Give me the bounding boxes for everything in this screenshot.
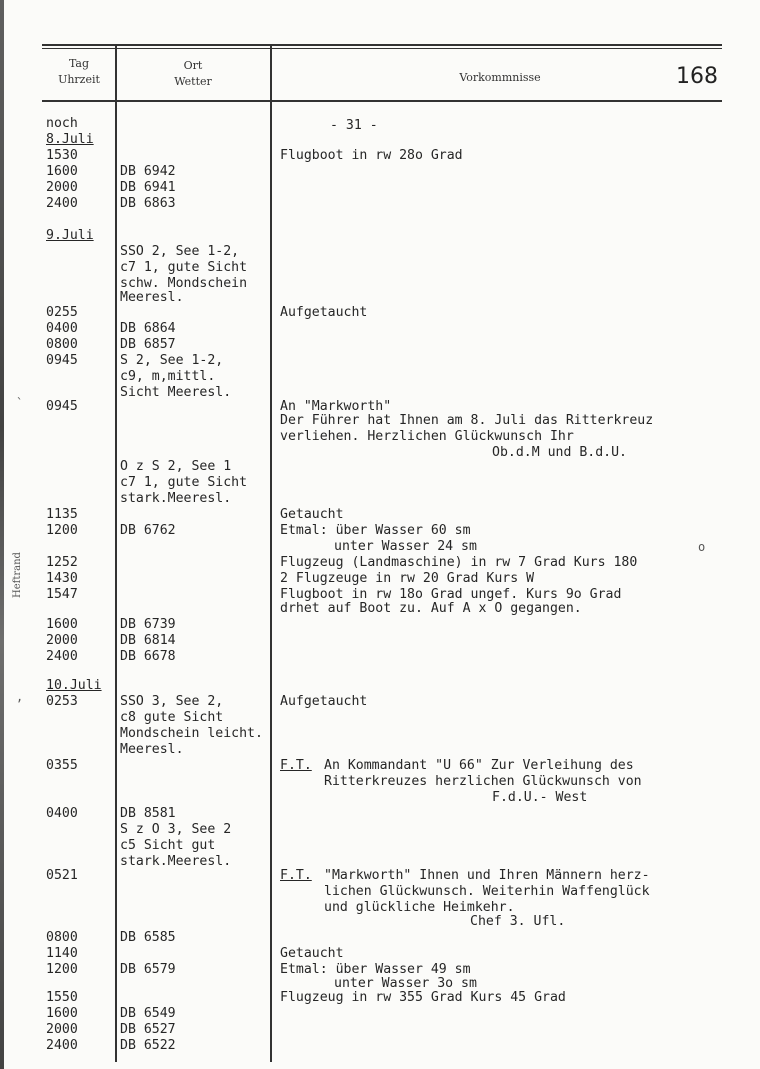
log-line: 1547: [46, 587, 78, 602]
log-line: Aufgetaucht: [280, 694, 368, 709]
log-line: 0253: [46, 694, 78, 709]
page-number: 168: [676, 64, 718, 89]
log-line: Sicht Meeresl.: [120, 385, 232, 400]
log-line: 1530: [46, 148, 78, 163]
log-line: Mondschein leicht.: [120, 726, 263, 741]
header-ort-wetter: [118, 58, 268, 90]
log-line: Flugboot in rw 28o Grad: [280, 148, 463, 163]
log-line: DB 6863: [120, 196, 176, 211]
log-line: 1550: [46, 990, 78, 1005]
log-line: stark.Meeresl.: [120, 491, 232, 506]
log-line: 1600: [46, 1006, 78, 1021]
header-bottom-rule: [42, 100, 722, 102]
log-line: An "Markworth": [280, 399, 392, 414]
log-line: 2400: [46, 196, 78, 211]
log-line: F.d.U.- West: [492, 790, 588, 805]
header-tag: Tag: [68, 57, 90, 70]
header-wetter: Wetter: [174, 75, 212, 88]
log-line: DB 6762: [120, 523, 176, 538]
log-line: unter Wasser 3o sm: [334, 976, 477, 991]
log-line: Meeresl.: [120, 742, 184, 757]
log-line: Meeresl.: [120, 290, 184, 305]
header-uhrzeit: Uhrzeit: [58, 73, 100, 86]
log-line: 1200: [46, 962, 78, 977]
log-line: DB 6739: [120, 617, 176, 632]
log-line: 2000: [46, 633, 78, 648]
log-line: 0521: [46, 868, 78, 883]
log-line: Flugzeug in rw 355 Grad Kurs 45 Grad: [280, 990, 566, 1005]
log-line: 2000: [46, 180, 78, 195]
log-line: Flugzeug (Landmaschine) in rw 7 Grad Kurs 180: [280, 555, 638, 570]
log-line: "Markworth" Ihnen und Ihren Männern herz-: [324, 868, 650, 883]
log-line: noch: [46, 116, 78, 131]
log-line: DB 6942: [120, 164, 176, 179]
log-line: unter Wasser 24 sm: [334, 539, 477, 554]
log-line: schw. Mondschein: [120, 276, 248, 291]
log-line: 0800: [46, 337, 78, 352]
log-line: 2 Flugzeuge in rw 20 Grad Kurs W: [280, 571, 535, 586]
log-line: - 31 -: [330, 118, 378, 133]
scan-mark: ,: [16, 690, 24, 704]
log-line: 0355: [46, 758, 78, 773]
log-line: 0945: [46, 399, 78, 414]
log-line: Ob.d.M und B.d.U.: [492, 445, 627, 460]
log-line: S 2, See 1-2,: [120, 353, 224, 368]
log-line: lichen Glückwunsch. Weiterhin Waffenglück: [324, 884, 650, 899]
log-line: 0945: [46, 353, 78, 368]
log-line: Chef 3. Ufl.: [470, 914, 566, 929]
log-line: SSO 3, See 2,: [120, 694, 224, 709]
log-line: DB 6549: [120, 1006, 176, 1021]
top-rule-2: [42, 48, 722, 49]
log-line: 0800: [46, 930, 78, 945]
log-line: DB 6522: [120, 1038, 176, 1053]
log-line: 0400: [46, 806, 78, 821]
header-ort: Ort: [183, 59, 203, 72]
log-line: SSO 2, See 1-2,: [120, 244, 240, 259]
header-tag-uhrzeit: [48, 56, 110, 88]
column-divider-2: [270, 46, 272, 1062]
log-line: DB 6527: [120, 1022, 176, 1037]
log-line: Etmal: über Wasser 60 sm: [280, 523, 471, 538]
log-line: O z S 2, See 1: [120, 459, 232, 474]
log-line: 1200: [46, 523, 78, 538]
scan-mark: `: [16, 396, 24, 410]
log-line: 0255: [46, 305, 78, 320]
log-line: Getaucht: [280, 946, 344, 961]
side-label: Heftrand: [12, 552, 23, 598]
log-line: und glückliche Heimkehr.: [324, 900, 515, 915]
log-line: 2400: [46, 649, 78, 664]
log-line: 2000: [46, 1022, 78, 1037]
log-line: DB 6941: [120, 180, 176, 195]
log-line: Ritterkreuzes herzlichen Glückwunsch von: [324, 774, 642, 789]
log-line: Der Führer hat Ihnen am 8. Juli das Ritterkreuz: [280, 413, 654, 428]
log-line: Aufgetaucht: [280, 305, 368, 320]
log-line: 9.Juli: [46, 228, 94, 243]
log-line: 1135: [46, 507, 78, 522]
log-line: 0400: [46, 321, 78, 336]
log-line: c7 1, gute Sicht: [120, 475, 248, 490]
log-line: S z O 3, See 2: [120, 822, 232, 837]
log-line: Etmal: über Wasser 49 sm: [280, 962, 471, 977]
log-line: 1600: [46, 164, 78, 179]
log-line: DB 6814: [120, 633, 176, 648]
log-line: DB 6857: [120, 337, 176, 352]
log-line: DB 8581: [120, 806, 176, 821]
log-line: Flugboot in rw 18o Grad ungef. Kurs 9o Grad: [280, 587, 622, 602]
top-rule: [42, 44, 722, 46]
log-line: DB 6864: [120, 321, 176, 336]
log-line: verliehen. Herzlichen Glückwunsch Ihr: [280, 429, 574, 444]
log-line: An Kommandant "U 66" Zur Verleihung des: [324, 758, 634, 773]
log-line: stark.Meeresl.: [120, 854, 232, 869]
column-divider-1: [115, 46, 117, 1062]
scan-mark: o: [698, 540, 706, 554]
header-vorkommnisse: Vorkommnisse: [459, 71, 541, 84]
log-line: drhet auf Boot zu. Auf A x O gegangen.: [280, 601, 582, 616]
log-line: 10.Juli: [46, 678, 102, 693]
log-line: c7 1, gute Sicht: [120, 260, 248, 275]
log-line: c8 gute Sicht: [120, 710, 224, 725]
log-line: 2400: [46, 1038, 78, 1053]
log-line: 1140: [46, 946, 78, 961]
log-line: c5 Sicht gut: [120, 838, 216, 853]
log-line: F.T.: [280, 758, 312, 773]
log-line: c9, m,mittl.: [120, 369, 216, 384]
log-line: 1600: [46, 617, 78, 632]
log-line: DB 6579: [120, 962, 176, 977]
log-line: 8.Juli: [46, 132, 94, 147]
log-line: 1430: [46, 571, 78, 586]
binder-edge: [0, 0, 4, 1069]
log-line: 1252: [46, 555, 78, 570]
log-line: F.T.: [280, 868, 312, 883]
log-line: DB 6585: [120, 930, 176, 945]
log-line: Getaucht: [280, 507, 344, 522]
log-line: DB 6678: [120, 649, 176, 664]
